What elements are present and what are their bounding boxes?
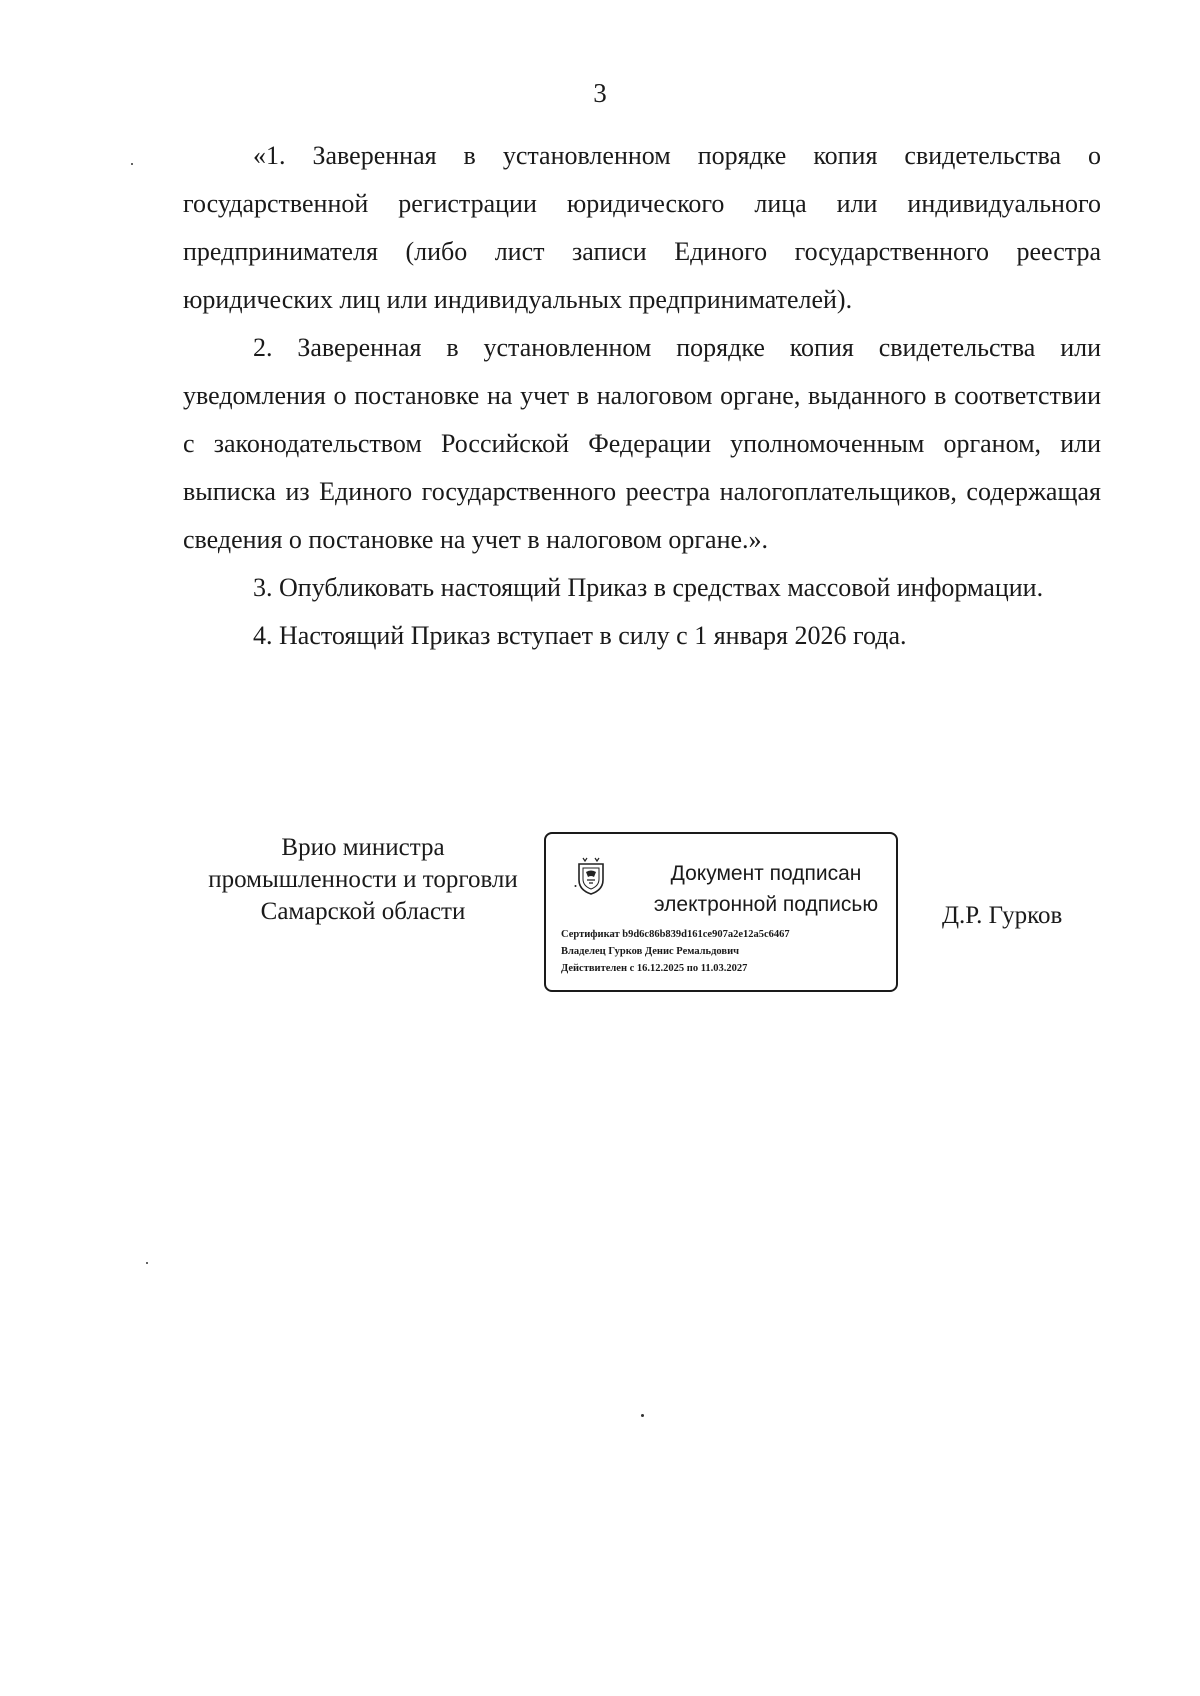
stamp-title-line-1: Документ подписан	[670, 862, 862, 885]
scan-speck	[146, 1262, 148, 1264]
paragraph-3: 3. Опубликовать настоящий Приказ в средствах массовой информации.	[253, 573, 1044, 602]
paragraph-2: 2. Заверенная в установленном порядке копия свидетельства или уведомления о постановке на учет в налоговом органе, выданного в соответствии с законодательством Российской Федерации уполномоченным органом, или выписка из Единого государственного реестра налогоплательщиков, содержащая сведения о постановке на учет в налоговом органе.».	[183, 333, 1101, 554]
signatory-position	[183, 832, 543, 928]
paragraph-1: «1. Заверенная в установленном порядке копия свидетельства о государственной регистрации юридического лица или индивидуального предпринимателя (либо лист записи Единого государственного реестра юридических лиц или индивидуальных предпринимателей).	[183, 141, 1101, 314]
signature-block	[0, 832, 1200, 1002]
stamp-title	[646, 858, 886, 920]
scan-speck	[131, 163, 133, 165]
stamp-title-line-2: электронной подписью	[653, 893, 879, 916]
coat-of-arms-icon	[574, 856, 608, 896]
stamp-details	[561, 926, 790, 977]
electronic-signature-stamp	[544, 832, 898, 992]
scan-speck	[641, 1414, 644, 1417]
position-line-2: промышленности и торговли	[208, 866, 518, 893]
paragraph-4: 4. Настоящий Приказ вступает в силу с 1 января 2026 года.	[253, 621, 907, 650]
document-body	[183, 132, 1101, 660]
position-line-1: Врио министра	[281, 834, 445, 861]
certificate-validity: Действителен с 16.12.2025 по 11.03.2027	[561, 963, 748, 974]
signer-name: Д.Р. Гурков	[942, 902, 1063, 929]
position-line-3: Самарской области	[260, 898, 466, 925]
page-number: 3	[593, 78, 607, 108]
certificate-number: Сертификат b9d6c86b839d161ce907a2e12a5c6467	[561, 929, 790, 940]
certificate-owner: Владелец Гурков Денис Ремальдович	[561, 946, 740, 957]
